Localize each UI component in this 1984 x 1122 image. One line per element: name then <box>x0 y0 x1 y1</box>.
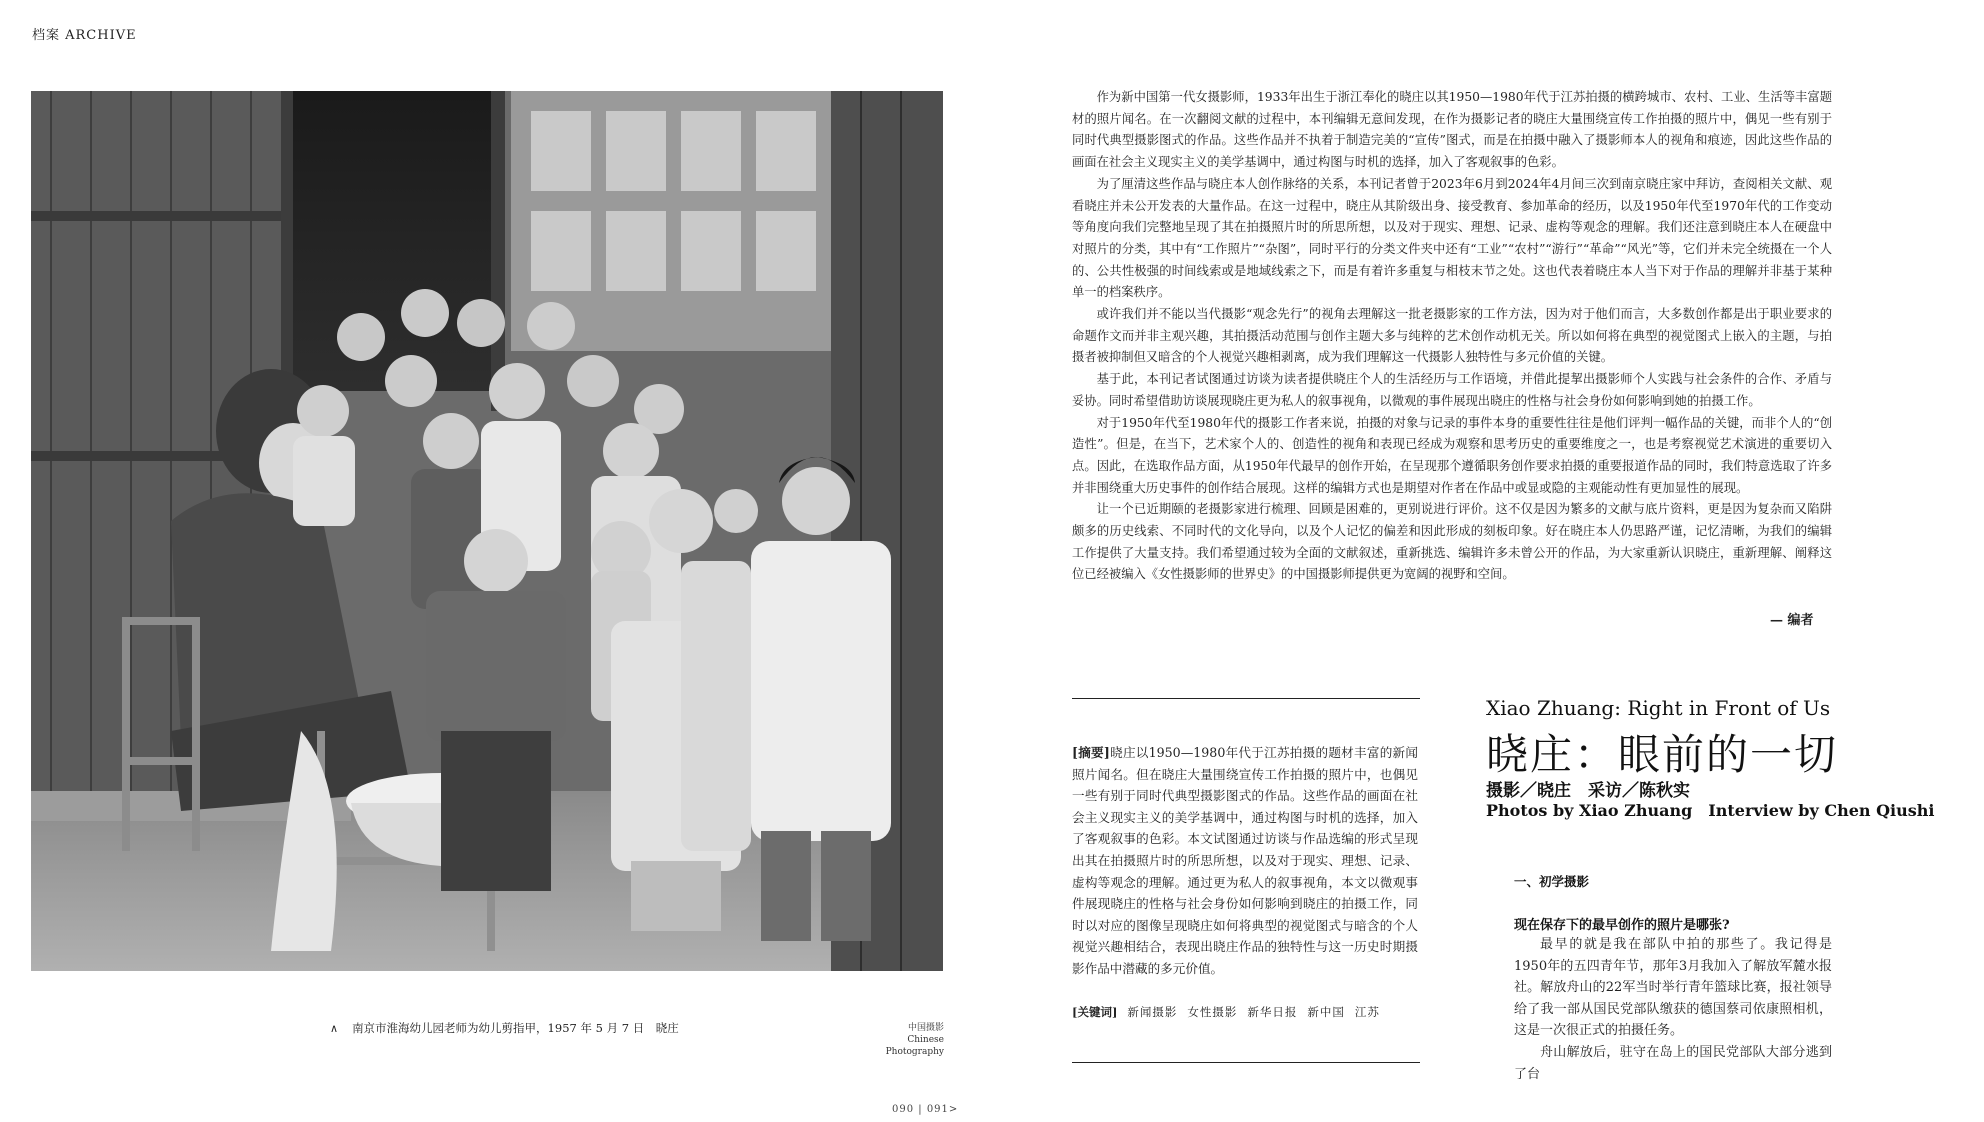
keyword: 新华日报 <box>1247 1005 1298 1019</box>
abstract-text: 晓庄以1950—1980年代于江苏拍摄的题材丰富的新闻照片闻名。但在晓庄大量围绕宣传工作拍摄的照片中，也偶见一些有别于同时代典型摄影图式的作品。这些作品的画面在社会主义现实主义的美学基调中，通过构图与时机的选择，加入了客观叙事的色彩。本文试图通过访谈与作品选编的形式呈现出其在拍摄照片时的所思所想，以及对于现实、理想、记录、虚构等观念的理解。通过更为私人的叙事视角，本文以微观事件展现晓庄的性格与社会身份如何影响到晓庄的拍摄工作，同时以对应的图像呈现晓庄如何将典型的视觉图式与暗含的个人视觉兴趣相结合，表现出晓庄作品的独特性与这一历史时期摄影作品中潜藏的多元价值。 <box>1072 745 1418 976</box>
archive-photo <box>31 91 943 971</box>
section-label: 档案 ARCHIVE <box>32 28 137 43</box>
editor-intro <box>1072 87 1832 586</box>
interview-question: 现在保存下的最早创作的照片是哪张? <box>1514 918 1730 933</box>
magazine-name <box>880 1022 944 1058</box>
abstract-bottom-rule <box>1072 1062 1420 1063</box>
page-numbers: 090 | 091> <box>892 1104 959 1115</box>
keywords-label: [关键词] <box>1072 1005 1118 1019</box>
intro-paragraph: 作为新中国第一代女摄影师，1933年出生于浙江奉化的晓庄以其1950—1980年代于江苏拍摄的横跨城市、农村、工业、生活等丰富题材的照片闻名。在一次翻阅文献的过程中，本刊编辑无意间发现，在作为摄影记者的晓庄大量围绕宣传工作拍摄的照片中，偶见一些有别于同时代典型摄影图式的作品。这些作品并不执着于制造完美的“宣传”图式，而是在拍摄中融入了摄影师本人的视角和痕迹，因此这些作品的画面在社会主义现实主义的美学基调中，通过构图与时机的选择，加入了客观叙事的色彩。 <box>1072 90 1832 170</box>
section-heading: 一、初学摄影 <box>1514 874 1590 889</box>
photo-caption <box>330 1020 679 1036</box>
intro-paragraph: 或许我们并不能以当代摄影“观念先行”的视角去理解这一批老摄影家的工作方法，因为对于他们而言，大多数创作都是出于职业要求的命题作文而并非主观兴趣，其拍摄活动范围与创作主题大多与纯粹的艺术创作动机无关。所以如何将在典型的视觉图式上嵌入的主题，与拍摄者被抑制但又暗含的个人视觉兴趣相剥离，成为我们理解这一代摄影人独特性与多元价值的关键。 <box>1072 307 1832 365</box>
keyword: 新中国 <box>1307 1005 1345 1019</box>
intro-paragraph: 让一个已近期颐的老摄影家进行梳理、回顾是困难的，更别说进行评价。这不仅是因为繁多的文献与底片资料，更是因为复杂而又陷阱颇多的历史线索、不同时代的文化导向，以及个人记忆的偏差和因此形成的刻板印象。好在晓庄本人仍思路严谨，记忆清晰，为我们的编辑工作提供了大量支持。我们希望通过较为全面的文献叙述，重新挑选、编辑许多未曾公开的作品，为大家重新认识晓庄，重新理解、阐释这位已经被编入《女性摄影师的世界史》的中国摄影师提供更为宽阔的视野和空间。 <box>1072 502 1832 582</box>
article-credit-cn: 摄影／晓庄 采访／陈秋实 <box>1486 781 1690 801</box>
abstract <box>1072 742 1418 980</box>
answer-paragraph: 舟山解放后，驻守在岛上的国民党部队大部分逃到了台 <box>1514 1044 1832 1082</box>
abstract-label: [摘要] <box>1072 745 1110 760</box>
keyword: 新闻摄影 <box>1127 1005 1178 1019</box>
article-title-cn: 晓庄：眼前的一切 <box>1486 730 1839 779</box>
intro-paragraph: 基于此，本刊记者试图通过访谈为读者提供晓庄个人的生活经历与工作语境，并借此提挈出摄影师个人实践与社会条件的合作、矛盾与妥协。同时希望借助访谈展现晓庄更为私人的叙事视角，以微观的事件展现出晓庄的性格与社会身份如何影响到她的拍摄工作。 <box>1072 372 1832 408</box>
keywords <box>1072 1004 1380 1020</box>
article-title-en: Xiao Zhuang: Right in Front of Us <box>1486 696 1831 720</box>
magazine-name-en-1: Chinese <box>907 1035 944 1045</box>
interview-answer <box>1514 934 1832 1085</box>
keyword: 女性摄影 <box>1187 1005 1238 1019</box>
abstract-top-rule <box>1072 698 1420 699</box>
keyword: 江苏 <box>1354 1005 1380 1019</box>
intro-paragraph: 对于1950年代至1980年代的摄影工作者来说，拍摄的对象与记录的事件本身的重要性往往是他们评判一幅作品的关键，而非个人的“创造性”。但是，在当下，艺术家个人的、创造性的视角和表现已经成为观察和思考历史的重要维度之一，也是考察视觉艺术演进的重要切入点。因此，在选取作品方面，从1950年代最早的创作开始，在呈现那个遵循职务创作要求拍摄的重要报道作品的同时，我们特意选取了许多并非围绕重大历史事件的创作结合展现。这样的编辑方式也是期望对作者在作品中或显或隐的主观能动性有更加显性的展现。 <box>1072 415 1832 495</box>
caption-text: 南京市淮海幼儿园老师为幼儿剪指甲，1957 年 5 月 7 日 晓庄 <box>352 1021 679 1035</box>
intro-paragraph: 为了厘清这些作品与晓庄本人创作脉络的关系，本刊记者曾于2023年6月到2024年4月间三次到南京晓庄家中拜访，查阅相关文献、观看晓庄并未公开发表的大量作品。在这一过程中，晓庄从其阶级出身、接受教育、参加革命的经历，以及1950年代至1970年代的工作变动等角度向我们完整地呈现了其在拍摄照片时的所思所想，以及对于现实、理想、记录、虚构等观念的理解。我们还注意到晓庄本人在硬盘中对照片的分类，其中有“工作照片”“杂图”，同时平行的分类文件夹中还有“工业”“农村”“游行”“革命”“风光”等，它们并未完全统摄在一个人的、公共性极强的时间线索或是地域线索之下，而是有着许多重复与相枝末节之处。这也代表着晓庄本人当下对于作品的理解并非基于某种单一的档案秩序。 <box>1072 176 1832 300</box>
editor-signoff: — 编者 <box>1770 613 1814 628</box>
magazine-name-en-2: Photography <box>885 1047 944 1057</box>
magazine-name-cn: 中国摄影 <box>907 1023 944 1033</box>
article-credit-en: Photos by Xiao Zhuang Interview by Chen Qiushi <box>1486 801 1935 820</box>
answer-paragraph: 最早的就是我在部队中拍的那些了。我记得是1950年的五四青年节，那年3月我加入了解放军麓水报社。解放舟山的22军当时举行青年篮球比赛，报社领导给了我一部从国民党部队缴获的德国蔡司依康照相机，这是一次很正式的拍摄任务。 <box>1514 937 1832 1039</box>
caption-arrow-icon: ∧ <box>330 1022 339 1035</box>
photo-illustration <box>31 91 943 971</box>
